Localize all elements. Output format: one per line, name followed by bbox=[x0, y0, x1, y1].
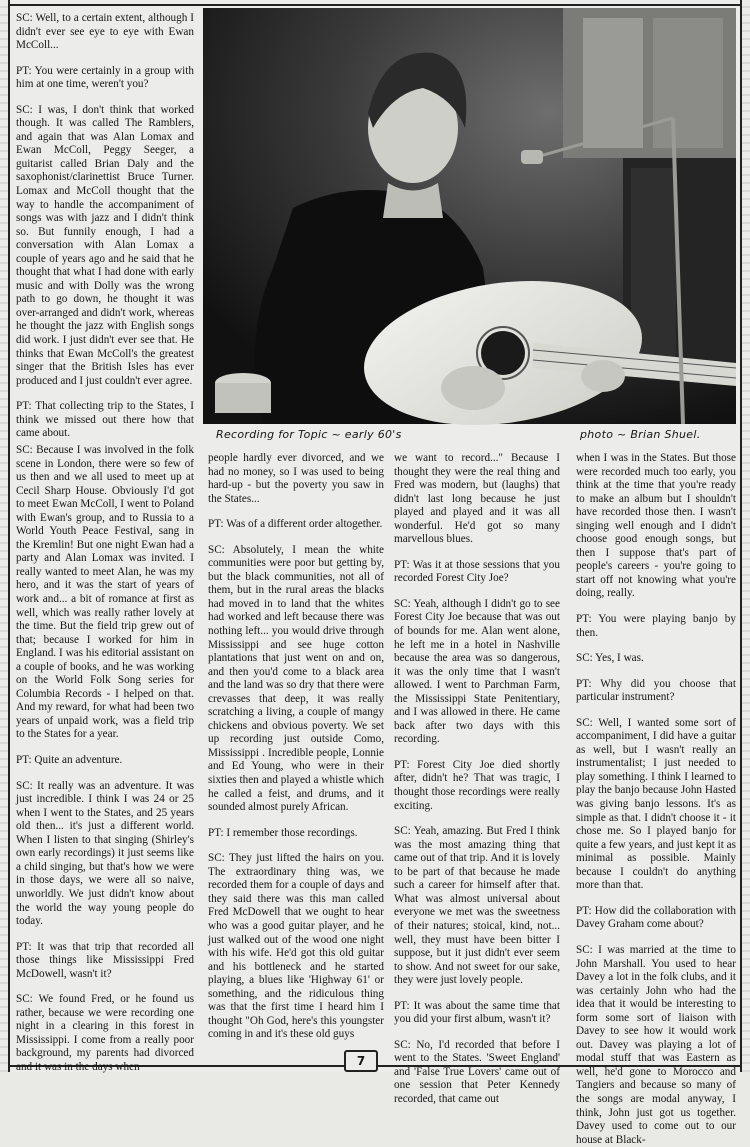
paragraph: PT: You were certainly in a group with him at one time, weren't you? bbox=[16, 64, 194, 91]
paragraph: SC: Well, I wanted some sort of accompaniment, I did have a guitar as well, but I wasn't really an instrumentalist; I just needed to play something. I think I learned to play the banjo because John Hasted was giving banjo lessons. It's as simple as that. I didn't choose it - it chose me. So I played banjo for quite a few years, and just kept it as minimal as possible. Mainly because I couldn't do anything more than that. bbox=[576, 716, 736, 892]
paragraph: SC: Absolutely, I mean the white communities were poor but getting by, but the black communities, not all of them, but in the rural areas the blacks had moved in to land that the whites had worked and left because there was nothing left... you would drive through Mississippi and see huge cotton plantations that just went on and on, and then you'd come to a black area and the land was so dry that there were crevasses that deep, it was really scratching a living, a couple of mangy chickens and obvious poverty. We set up recording just outside Como, Mississippi . Incredible people, Lonnie and Ed Young, who were in their sixties then and played a whistle which he called a feist, and drums, and it sounded almost purely African. bbox=[208, 543, 384, 814]
right-border bbox=[740, 0, 750, 1072]
photo-credit: photo ~ Brian Shuel. bbox=[580, 428, 701, 441]
photo-caption: Recording for Topic ~ early 60's bbox=[216, 428, 402, 441]
paragraph: PT: Was it at those sessions that you recorded Forest City Joe? bbox=[394, 558, 560, 585]
paragraph: PT: Forest City Joe died shortly after, didn't he? That was tragic, I thought those recordings were really exciting. bbox=[394, 758, 560, 812]
paragraph: we want to record..." Because I thought they were the real thing and Fred was modern, but (laughs) that didn't last long because he just played and played and it was all wonderful. He'd got so many marvellous blues. bbox=[394, 452, 560, 546]
left-border bbox=[0, 0, 10, 1072]
paragraph: SC: Well, to a certain extent, although I didn't ever see eye to eye with Ewan McColl... bbox=[16, 12, 194, 52]
paragraph: when I was in the States. But those were recorded much too early, you think at the time that you're ready to make an album but I shouldn't have recorded those then. I wasn't singing well enough and I didn't choose good enough songs, but then I suppose that's part of people's careers - you're going to start off not knowing what you're doing, really. bbox=[576, 452, 736, 600]
page-number: 7 bbox=[344, 1050, 378, 1072]
column-1-bottom bbox=[16, 444, 194, 1073]
paragraph: SC: I was married at the time to John Marshall. You used to hear Davey a lot in the folk clubs, and it was certainly John who had the idea that it would be interesting to form some sort of liaison with Davey to see how it would work out. Davey was playing a lot of modal stuff that was Eastern as well, he'd gone to Morocco and Tangiers and because so many of the songs are modal anyway, I think, John just got us together. Davey used to come out to our house at Black- bbox=[576, 943, 736, 1146]
photo-illustration bbox=[203, 8, 736, 424]
paragraph: PT: That collecting trip to the States, I think we missed out there how that came about. bbox=[16, 400, 194, 440]
paragraph: PT: Quite an adventure. bbox=[16, 754, 123, 767]
paragraph: PT: How did the collaboration with Davey Graham come about? bbox=[576, 904, 736, 931]
column-1-top bbox=[16, 12, 194, 438]
photo-singer-with-lute bbox=[203, 8, 736, 424]
paragraph: SC: Yeah, although I didn't go to see Forest City Joe because that was out of bounds for me. Alan went alone, he left me in a hotel in Nashville because the area was so dangerous, it was the only time that I wasn't allowed. I went to Parchman Farm, the Mississippi State Penitentiary, and I was allowed in there. He came back after two days with this recording. bbox=[394, 597, 560, 746]
paragraph: SC: I was, I don't think that worked though. It was called The Ramblers, and again that was Alan Lomax and Ewan McColl, Peggy Seeger, a guitarist called Brian Daly and the saxophonist/clarinettist Bruce Turner. Lomax and McColl thought that the way to handle the accompaniment of songs was with jazz and I didn't think so. But funnily enough, I had a conversation with Alan Lomax a couple of years ago and he said that he thought that what I had done with early music and with Dolly was the wrong path to go down, he thought it was over-arranged and didn't work, whereas he thought the jazz with English songs did work. I just didn't ever see that. He thinks that Ewan McColl's the greatest singer that the British Isles has ever produced and I just couldn't ever agree. bbox=[16, 103, 194, 387]
paragraph: SC: We found Fred, or he found us rather, because we were recording one night in a clearing in this forest in Mississippi. I come from a really poor background, my parents had divorced and it was in the days when bbox=[16, 993, 194, 1073]
paragraph: SC: It really was an adventure. It was just incredible. I think I was 24 or 25 when I went to the States, and 25 years old then... it's just a different world. When I listen to that singing (Shirley's own early recordings) it just seems like a child singing, but that's how we were in those days, we were all so naive, unworldly. We just didn't know about the world the way young people do today. bbox=[16, 779, 194, 928]
column-3 bbox=[394, 452, 560, 1105]
paragraph: PT: It was about the same time that you did your first album, wasn't it? bbox=[394, 999, 560, 1026]
paragraph: PT: Was of a different order altogether. bbox=[208, 518, 383, 531]
column-2 bbox=[208, 452, 384, 1049]
paragraph: SC: No, I'd recorded that before I went to the States. 'Sweet England' and 'False True Lovers' came out of one session that Peter Kennedy recorded, that came out bbox=[394, 1038, 560, 1105]
paragraph: PT: Why did you choose that particular instrument? bbox=[576, 677, 736, 704]
paragraph: PT: It was that trip that recorded all those things like Mississippi Fred McDowell, wasn't it? bbox=[16, 940, 194, 980]
paragraph: SC: Yeah, amazing. But Fred I think was the most amazing thing that came out of that trip. And it is lovely to be part of that because he made such a career for himself after that. What was almost universal about everyone we met was the sweetness of their natures; stoical, kind, not... well, they must have been bitter I suppose, but it just didn't ever seem to show. And not sweet for our sake, they were just lovely people. bbox=[394, 825, 560, 987]
paragraph: PT: You were playing banjo by then. bbox=[576, 613, 736, 639]
paragraph: SC: Because I was involved in the folk scene in London, there were so few of us then and we all used to meet up at Cecil Sharp House. Obviously I'd got to meet Ewan McColl, I went to Poland with Ewan's group, and to Russia to a World Youth Peace Festival, sang in the Kremlin! But one night Ewan had a party and Alan Lomax was invited. I really wanted to meet Alan, he was my hero, and it was the start of years of work and... a bit of romance at first as well, which was really rather lovely at the time. But the field trip grew out of that; because I worked for him in England. I was his editorial assistant on a couple of books, and he was working on the World Folk Song series for Columbia Records - I helped on that. And my reward, for what had been two years of unpaid work, was a field trip to the States for a year. bbox=[16, 444, 194, 741]
paragraph: SC: Yes, I was. bbox=[576, 652, 644, 665]
top-border bbox=[0, 0, 750, 6]
paragraph: PT: I remember those recordings. bbox=[208, 826, 358, 839]
paragraph: SC: They just lifted the hairs on you. The extraordinary thing was, we recorded them for a couple of days and they said there was this man called Fred McDowell that we ought to hear who was a good guitar player, and he just walked out of the wood one night with his wife. He'd got this old guitar and his bottleneck and he started playing, a blues like 'Highway 61' or something, and the ridiculous thing was that the first time I heard him I thought "Oh God, here's this youngster coming in and it's these old guys bbox=[208, 852, 384, 1041]
column-4 bbox=[576, 452, 736, 1146]
paragraph: people hardly ever divorced, and we had no money, so I was used to being hard-up - but the poverty you saw in the States... bbox=[208, 452, 384, 505]
